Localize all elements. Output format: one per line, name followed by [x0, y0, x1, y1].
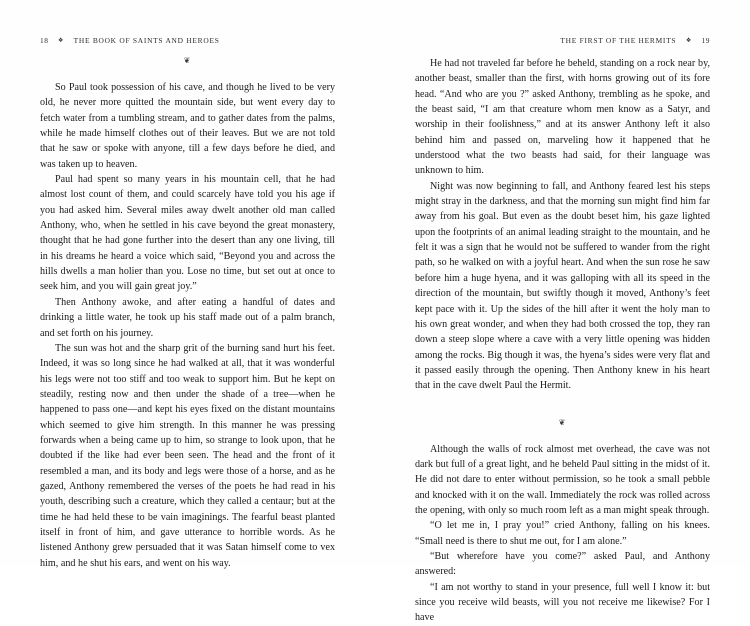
paragraph: “O let me in, I pray you!” cried Anthony, falling on his knees. “Small need is there to shut me out, for I am alone.” [415, 520, 710, 547]
running-head-right-title: THE FIRST OF THE HERMITS [560, 36, 677, 45]
section-ornament-right: ❦ [558, 417, 567, 427]
folio-left: 18 [40, 36, 49, 45]
right-column [415, 56, 710, 624]
paragraph: So Paul took possession of his cave, and though he lived to be very old, he never more quitted the mountain side, but went every day to fetch water from a tumbling stream, and to gather dates from the palms, while he made himself clothes out of their leaves. But we are not told that he saw or spoke with anyone, till a few days before he died, and was taken up to heaven. [40, 82, 335, 170]
running-head-left-title: THE BOOK OF SAINTS AND HEROES [73, 36, 220, 45]
paragraph: Night was now beginning to fall, and Anthony feared lest his steps might stray in the darkness, and that the morning sun might find him far away from his goal. But even as the doubt beset him, his gaze lighted upon the footprints of an animal leading straight to the mountain, and he felt it was a sign that he would not be suffered to wander from the right path, so he walked on with a joyful heart. And when the sun rose he saw before him a huge hyena, and it was galloping with all its speed in the direction of the mountain, but swiftly though it moved, Anthony’s feet kept pace with it. Up the sides of the hill after it went the holy man to his own great wonder, and when they had both crossed the top, they ran down a steep slope where a cave with a very little opening was hidden among the rocks. Big though it was, the hyena’s sides were very flat and it passed easily through the opening. Then Anthony knew in his heart that in the cave dwelt Paul the Hermit. [415, 180, 710, 392]
folio-right: 19 [701, 36, 710, 45]
left-column [40, 56, 335, 569]
paragraph: The sun was hot and the sharp grit of the burning sand hurt his feet. Indeed, it was so long since he had walked at all, that it was wonderful his legs were not too stiff and too weak to support him. But he kept on steadily, resting now and then under the shade of a tree—when he happened to pass one—and kept his eyes fixed on the distant mountains which seemed to give him strength. In this manner he was pressing forwards when a being came up to him, so strange to look upon, that he doubted if the like had ever been seen. The head and the front of it resembled a man, and its body and legs were those of a horse, and as he gazed, Anthony remembered the verses of the poets he had read in his youth, describing such a creature, which they called a centaur; but at the time he had held these to be vain imaginings. The fearful beast planted itself in front of him, and gave utterance to horrible words. As he listened Anthony grew persuaded that it was Satan himself come to vex him, and he shut his ears, and went on his way. [40, 342, 335, 569]
paragraph: He had not traveled far before he beheld, standing on a rock near by, another beast, smaller than the first, with horns growing out of its fore head. “And who are you ?” asked Anthony, trembling as he spoke, and the beast said, “I am that creature whom men know as a Satyr, and worship in their foolishness,” and at its answer Anthony left it also behind him and passed on, marveling how it happened that he understood what the two beasts had said, for their language was unknown to him. [415, 58, 710, 177]
section-ornament-left: ❦ [183, 56, 192, 65]
text-columns [0, 56, 750, 624]
paragraph: “I am not worthy to stand in your presence, full well I know it: but since you receive wild beasts, will you not receive me likewise? For I have [415, 581, 710, 624]
paragraph: “But wherefore have you come?” asked Paul, and Anthony answered: [415, 550, 710, 578]
running-head-right [560, 36, 710, 45]
paragraph: Although the walls of rock almost met overhead, the cave was not dark but full of a great light, and he beheld Paul sitting in the midst of it. He did not dare to enter without permission, so he took a small pebble and knocked with it on the wall. Immediately the rock was rolled across the opening, with only so much room left as a man might speak through. [415, 443, 710, 516]
paragraph: Then Anthony awoke, and after eating a handful of dates and drinking a little water, he took up his staff made out of a palm branch, and set forth on his journey. [40, 296, 335, 339]
running-head-left [40, 36, 220, 45]
paragraph: Paul had spent so many years in his mountain cell, that he had almost lost count of them, and could scarcely have told you his age if you had asked him. Several miles away dwelt another old man called Anthony, who, when he settled in his cave beyond the great monastery, thought that he had gone further into the desert than any one living, till in his dreams he heard a voice which said, “Beyond you and across the hills dwells a man holier than you. Lose no time, but set out at once to seek him, and you will gain great joy.” [40, 174, 335, 293]
header-ornament-left: ❖ [58, 38, 65, 44]
header-ornament-right: ❖ [685, 38, 692, 44]
